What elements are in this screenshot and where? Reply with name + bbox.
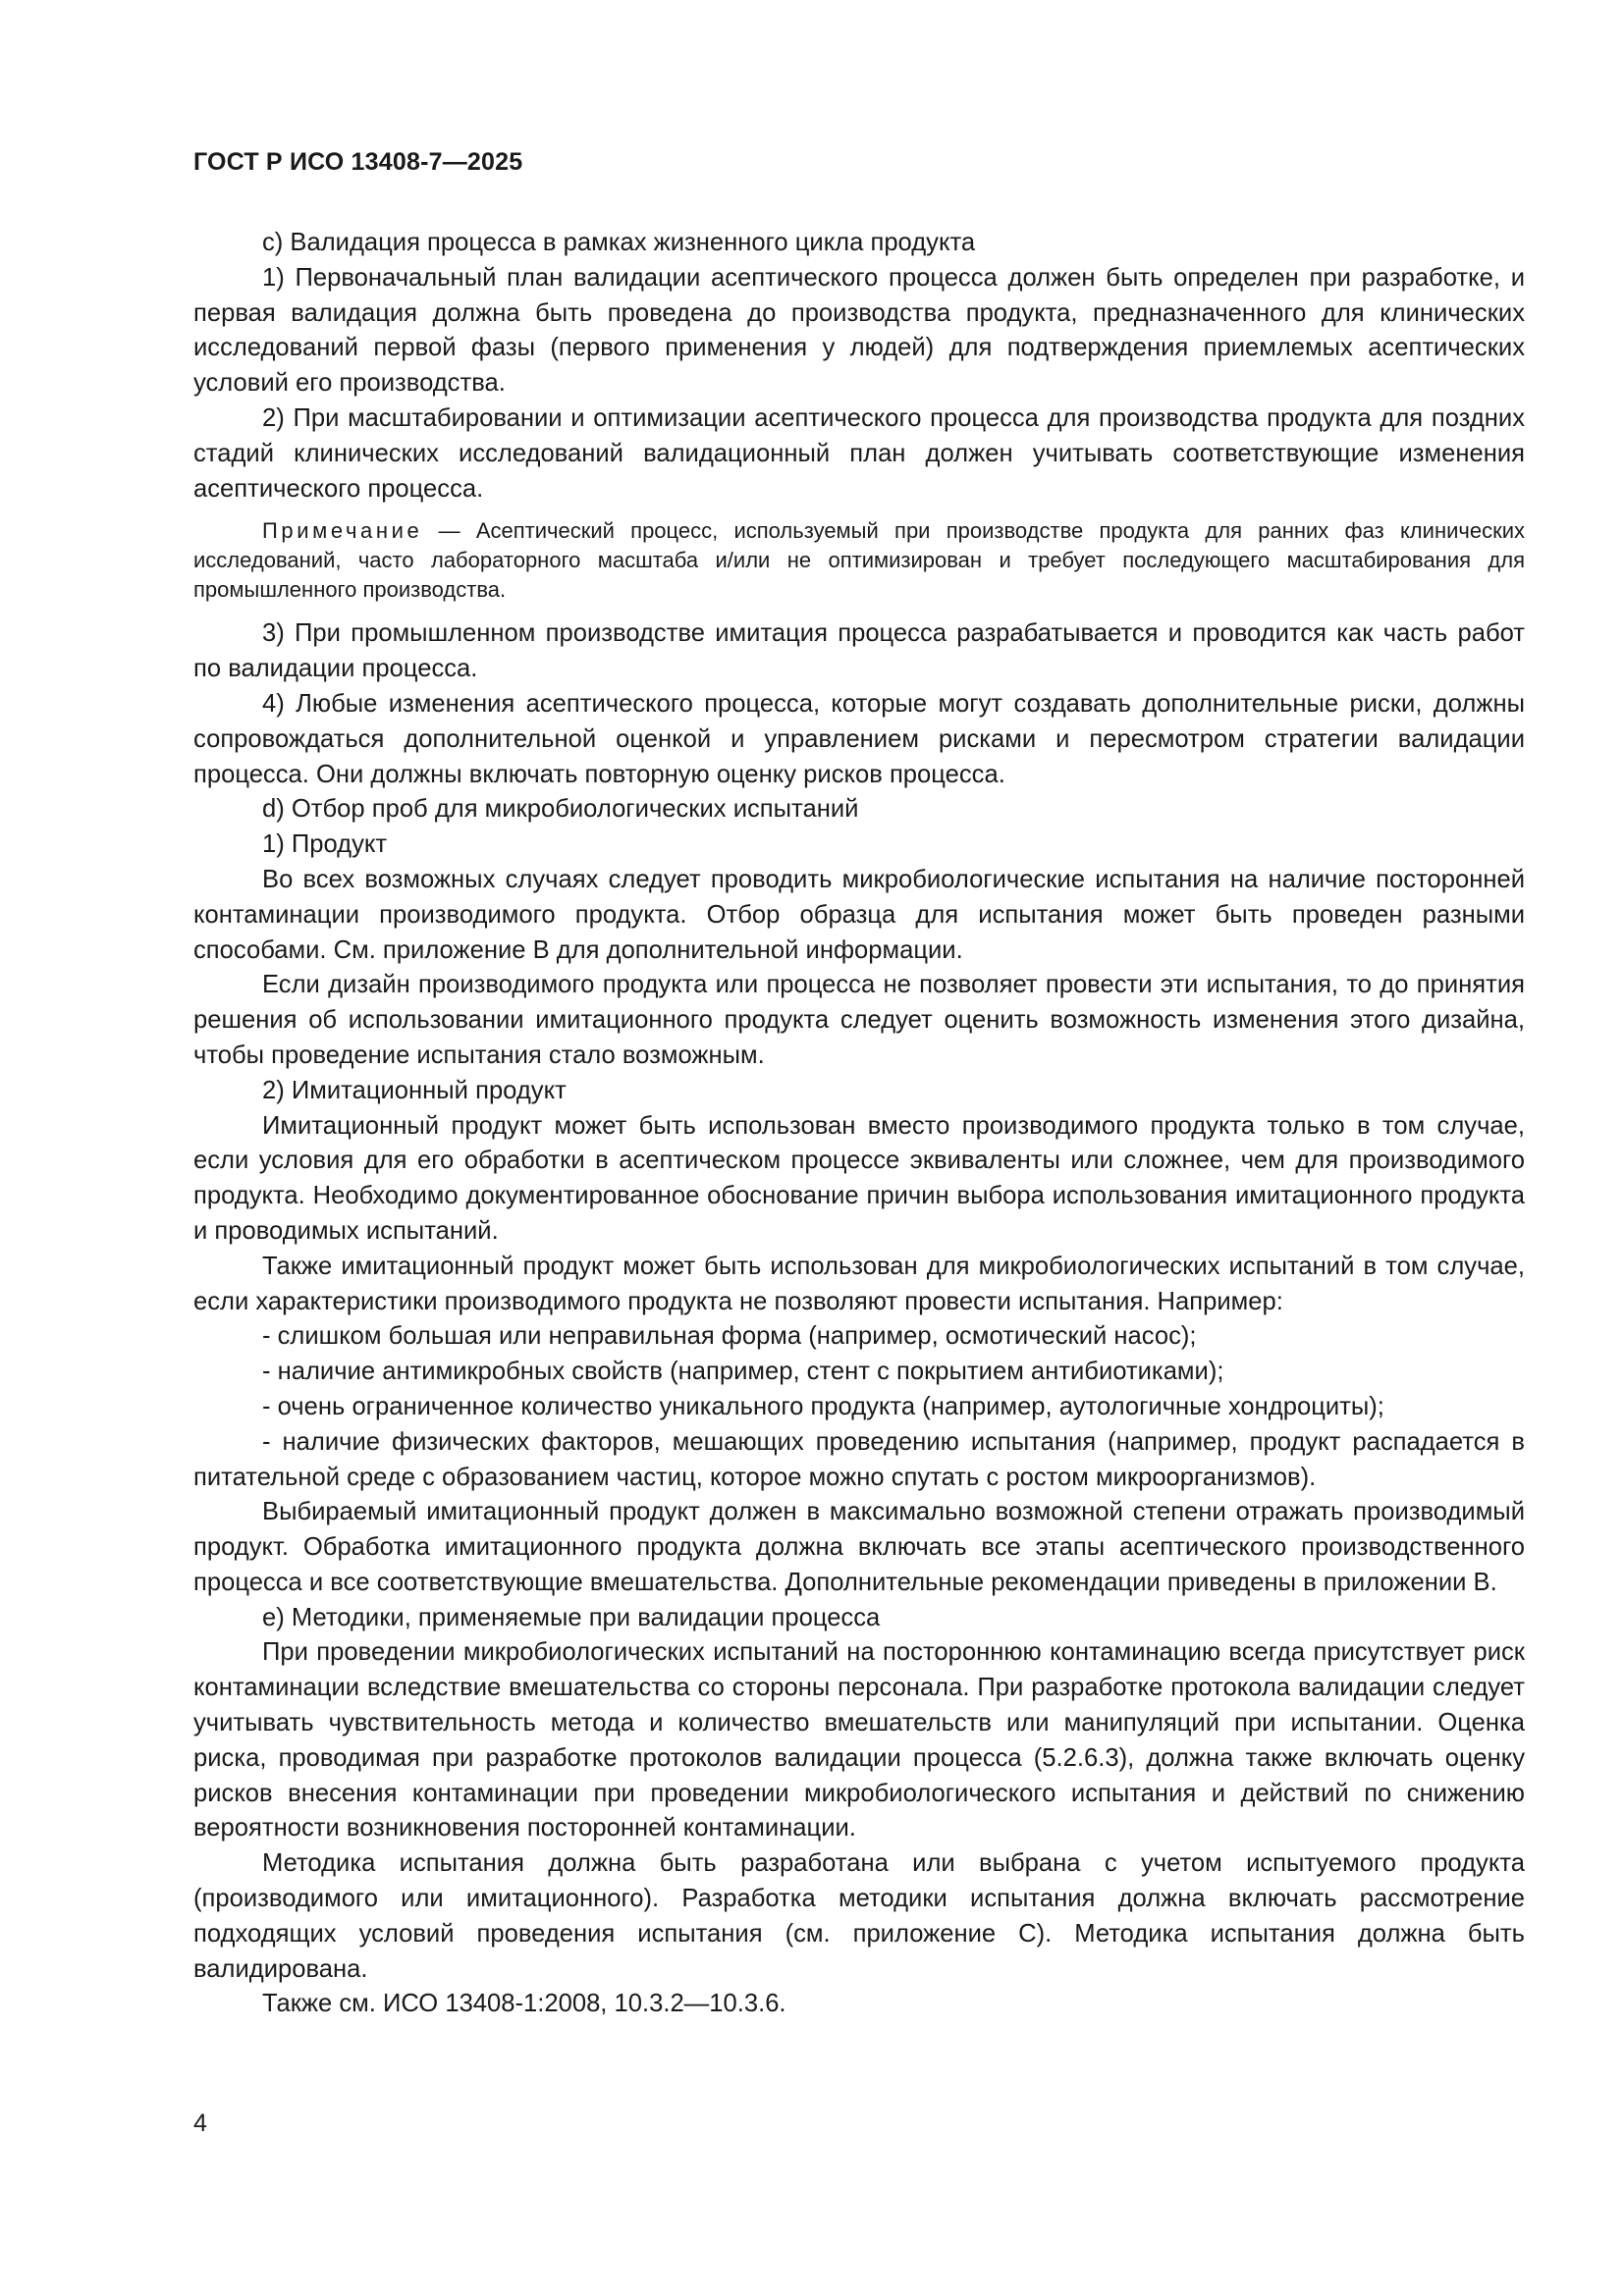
paragraph: Во всех возможных случаях следует проводить микробиологические испытания на наличие посторонней контаминации производимого продукта. Отбор образца для испытания может быть проведен разными способами. См. приложение В для дополнительной информации. <box>193 865 1525 964</box>
paragraph: Также имитационный продукт может быть использован для микробиологических испытаний в том случае, если характеристики производимого продукта не позволяют провести испытания. Например: <box>193 1252 1525 1315</box>
paragraph: Имитационный продукт может быть использован вместо производимого продукта только в том случае, если условия для его обработки в асептическом процессе эквиваленты или сложнее, чем для производимого продукта. Необходимо документированное обоснование причин выбора использования имитационного продукта и проводимых испытаний. <box>193 1111 1525 1245</box>
paragraph: 1) Продукт <box>262 830 388 859</box>
list-item: - слишком большая или неправильная форма (например, осмотический насос); <box>262 1322 1197 1351</box>
document-header: ГОСТ Р ИСО 13408-7—2025 <box>193 148 523 176</box>
list-item: - наличие антимикробных свойств (например, стент с покрытием антибиотиками); <box>262 1358 1224 1386</box>
paragraph: 2) Имитационный продукт <box>262 1076 567 1104</box>
paragraph: При проведении микробиологических испытаний на постороннюю контаминацию всегда присутствует риск контаминации вследствие вмешательства со стороны персонала. При разработке протокола валидации следует учитывать чувствительность метода и количество вмешательств или манипуляций при испытании. Оценка риска, проводимая при разработке протоколов валидации процесса (5.2.6.3), должна также включать оценку рисков внесения контаминации при проведении микробиологического испытания и действий по снижению вероятности возникновения посторонней контаминации. <box>193 1638 1525 1842</box>
paragraph: Методика испытания должна быть разработана или выбрана с учетом испытуемого продукта (производимого или имитационного). Разработка методики испытания должна включать рассмотрение подходящих условий проведения испытания (см. приложение С). Методика испытания должна быть валидирована. <box>193 1849 1525 1983</box>
list-item: - наличие физических факторов, мешающих проведению испытания (например, продукт распадается в питательной среде с образованием частиц, которое можно спутать с ростом микроорганизмов). <box>193 1427 1525 1491</box>
paragraph: c) Валидация процесса в рамках жизненного цикла продукта <box>262 229 976 256</box>
paragraph: Если дизайн производимого продукта или процесса не позволяет провести эти испытания, то до принятия решения об использовании имитационного продукта следует оценить возможность изменения этого дизайна, чтобы проведение испытания стало возможным. <box>193 971 1525 1069</box>
document-page <box>193 147 1525 2022</box>
paragraph: e) Методики, применяемые при валидации процесса <box>262 1603 881 1631</box>
page-number: 4 <box>193 2109 207 2137</box>
paragraph: d) Отбор проб для микробиологических испытаний <box>262 795 859 824</box>
paragraph: 3) При промышленном производстве имитация процесса разрабатывается и проводится как часть работ по валидации процесса. <box>193 619 1525 683</box>
paragraph: Также см. ИСО 13408-1:2008, 10.3.2—10.3.6. <box>262 1990 786 2018</box>
paragraph: 2) При масштабировании и оптимизации асептического процесса для производства продукта для поздних стадий клинических исследований валидационный план должен учитывать соответствующие изменения асептического процесса. <box>193 403 1525 503</box>
body-after-note <box>193 616 1525 2022</box>
paragraph: 1) Первоначальный план валидации асептического процесса должен быть определен при разработке, и первая валидация должна быть проведена до производства продукта, предназначенного для клинических исследований первой фазы (первого применения у людей) для подтверждения приемлемых асептических условий его производства. <box>193 263 1525 398</box>
body-before-note <box>193 226 1525 507</box>
note-label: Примечание <box>262 518 423 544</box>
paragraph: 4) Любые изменения асептического процесса, которые могут создавать дополнительные риски, должны сопровождаться дополнительной оценкой и управлением рисками и пересмотром стратегии валидации процесса. Они должны включать повторную оценку рисков процесса. <box>193 689 1525 788</box>
note-paragraph <box>193 516 1525 605</box>
list-item: - очень ограниченное количество уникального продукта (например, аутологичные хондроциты); <box>262 1392 1384 1420</box>
paragraph: Выбираемый имитационный продукт должен в максимально возможной степени отражать производимый продукт. Обработка имитационного продукта должна включать все этапы асептического производственного процесса и все соответствующие вмешательства. Дополнительные рекомендации приведены в приложении В. <box>193 1498 1525 1596</box>
note-text: — Асептический процесс, используемый при производстве продукта для ранних фаз клинических исследований, часто лабораторного масштаба и/или не оптимизирован и требует последующего масштабирования для промышленного производства. <box>193 518 1525 603</box>
